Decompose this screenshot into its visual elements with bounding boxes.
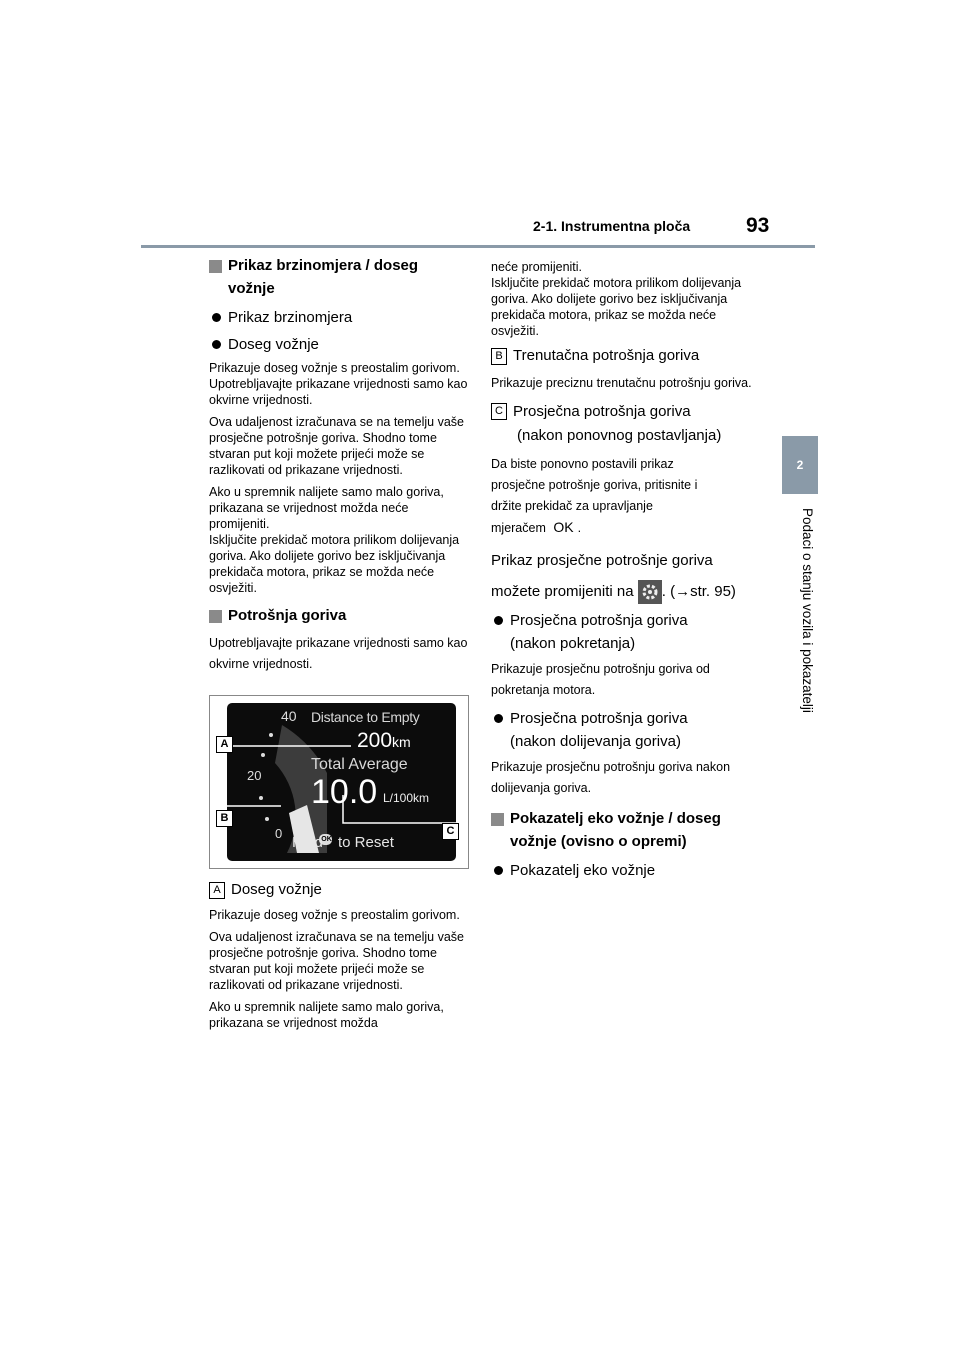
hold-text: Hold — [292, 834, 323, 851]
callout-a: A — [216, 736, 233, 753]
page-number: 93 — [746, 214, 770, 237]
avg-label: Total Average — [311, 756, 408, 773]
dte-unit: km — [392, 734, 411, 750]
paragraph — [209, 484, 471, 596]
gauge-tick — [265, 817, 269, 821]
callout-c: C — [442, 823, 459, 840]
dte-number: 200 — [357, 729, 393, 752]
label-a-title: Doseg vožnje — [231, 881, 322, 898]
gauge-tick-label-0: 0 — [275, 826, 283, 841]
paragraph-line: mjeračem — [491, 521, 546, 535]
gauge-tick — [269, 733, 273, 737]
label-c-row — [491, 400, 753, 448]
gear-icon — [638, 580, 662, 604]
bullet-line: Prosječna potrošnja goriva — [510, 612, 688, 629]
paragraph: Ako u spremnik nalijete samo malo goriva, prikazana se vrijednost možda — [209, 1000, 444, 1030]
heading-line-1: Pokazatelj eko vožnje / doseg — [510, 810, 721, 827]
chapter-tab-number: 2 — [796, 458, 804, 472]
instrument-figure — [209, 695, 469, 869]
paragraph-part: Isključite prekidač motora prilikom dolijevanja goriva. Ako dolijete gorivo bez isključivanja prekidača motora, prikaz se možda neće osvježiti. — [491, 276, 742, 338]
bullet-avg-after-start — [491, 609, 753, 655]
ok-switch-symbol: OK — [553, 519, 574, 535]
paragraph-line: prosječne potrošnje goriva, pritisnite i — [491, 478, 698, 492]
heading-eco-indicator — [491, 807, 753, 853]
multi-info-display — [227, 703, 456, 861]
paragraph-line: . (→str. 95) — [661, 583, 736, 600]
bullet-line: Prosječna potrošnja goriva — [510, 710, 688, 727]
paragraph: Prikazuje doseg vožnje s preostalim gorivom. Upotrebljavajte prikazane vrijednosti samo kao okvirne vrijednosti. — [209, 361, 468, 407]
paragraph-line: Prikaz prosječne potrošnje goriva — [491, 552, 713, 569]
paragraph: Prikazuje preciznu trenutačnu potrošnju goriva. — [491, 376, 752, 390]
gauge-tick — [261, 753, 265, 757]
header-divider — [141, 245, 815, 248]
paragraph: Prikazuje prosječnu potrošnju goriva nakon dolijevanja goriva. — [491, 760, 731, 795]
right-column — [491, 259, 753, 886]
label-b-title: Trenutačna potrošnja goriva — [513, 347, 700, 364]
heading-speedometer-range — [209, 254, 471, 300]
paragraph-line: . — [577, 521, 582, 535]
dte-label: Distance to Empty — [311, 709, 420, 725]
callout-b: B — [216, 810, 233, 827]
paragraph: Upotrebljavajte prikazane vrijednosti samo kao okvirne vrijednosti. — [209, 636, 468, 671]
heading-fuel-consumption: Potrošnja goriva — [209, 604, 471, 627]
paragraph: Ova udaljenost izračunava se na temelju vaše prosječne potrošnje goriva. Shodno tome stvaran put koji možete prijeći može se razlikovati od prikazane vrijednosti. — [209, 930, 465, 992]
reset-text: to Reset — [338, 834, 394, 851]
dte-value — [357, 729, 411, 753]
section-title: 2-1. Instrumentna ploča — [533, 218, 691, 234]
gauge-tick — [259, 796, 263, 800]
heading-line-2: vožnje (ovisno o opremi) — [510, 833, 687, 850]
paragraph — [491, 259, 753, 339]
paragraph-part: Isključite prekidač motora prilikom dolijevanja goriva. Ako dolijete gorivo bez isključivanja prekidača motora, prikaz se možda neće osvježiti. — [209, 533, 460, 595]
paragraph: Ova udaljenost izračunava se na temelju vaše prosječne potrošnje goriva. Shodno tome stvaran put koji možete prijeći može se razlikovati od prikazane vrijednosti. — [209, 415, 465, 477]
paragraph-line: Da biste ponovno postavili prikaz — [491, 457, 674, 471]
heading-line-2: vožnje — [228, 280, 275, 297]
label-b-box: B — [491, 348, 507, 365]
label-a-row — [209, 879, 471, 901]
paragraph-line: možete promijeniti na — [491, 583, 634, 600]
avg-value: 10.0 — [311, 773, 378, 811]
paragraph — [491, 454, 753, 539]
label-c-title-2: (nakon ponovnog postavljanja) — [517, 427, 722, 444]
gauge-tick-label-20: 20 — [247, 768, 262, 783]
bullet-eco-indicator: Pokazatelj eko vožnje — [491, 859, 753, 882]
chapter-title: Podaci o stanju vozila i pokazatelji — [800, 508, 815, 713]
heading-line-1: Prikaz brzinomjera / doseg — [228, 257, 419, 274]
bullet-speedometer: Prikaz brzinomjera — [209, 306, 471, 329]
gauge-tick-label-40: 40 — [281, 708, 297, 724]
label-c-box: C — [491, 403, 507, 420]
left-column — [209, 254, 471, 1037]
ok-icon-text: OK — [321, 836, 332, 843]
label-b-row — [491, 345, 753, 367]
paragraph-part: neće promijeniti. — [491, 260, 583, 274]
paragraph: Prikazuje doseg vožnje s preostalim gorivom. — [209, 908, 460, 922]
bullet-line: (nakon dolijevanja goriva) — [510, 733, 681, 750]
label-a-box: A — [209, 882, 225, 899]
label-c-title-1: Prosječna potrošnja goriva — [513, 403, 691, 420]
chapter-tab — [782, 436, 818, 494]
paragraph: Prikazuje prosječnu potrošnju goriva od pokretanja motora. — [491, 662, 710, 697]
bullet-avg-after-refuel — [491, 707, 753, 753]
bullet-driving-range: Doseg vožnje — [209, 333, 471, 356]
avg-unit: L/100km — [383, 791, 430, 805]
paragraph-part: Ako u spremnik nalijete samo malo goriva, prikazana se vrijednost možda neće promijeniti. — [209, 485, 444, 531]
paragraph-large — [491, 545, 753, 607]
bullet-line: (nakon pokretanja) — [510, 635, 636, 652]
paragraph-line: držite prekidač za upravljanje — [491, 499, 653, 513]
